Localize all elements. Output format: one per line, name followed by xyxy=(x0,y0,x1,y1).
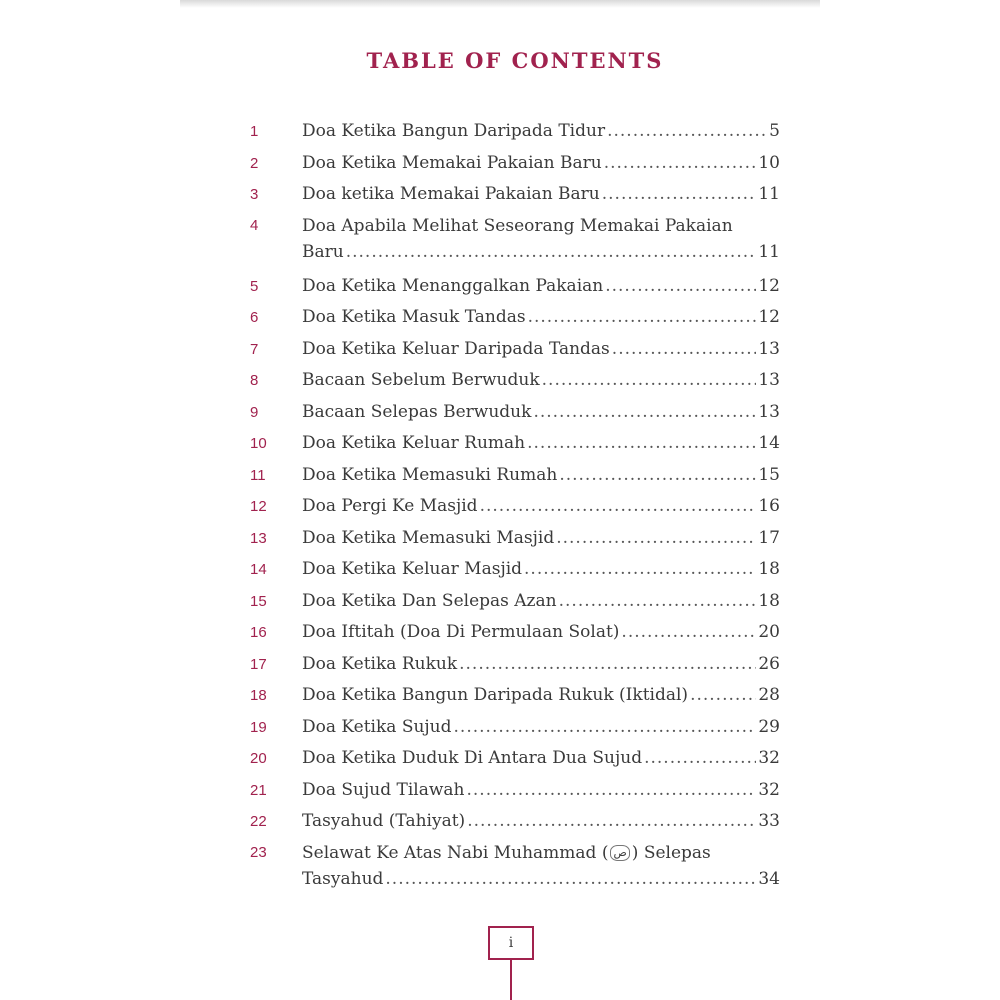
dot-leader xyxy=(612,334,757,366)
toc-entry[interactable] xyxy=(250,806,780,838)
toc-entry-number: 14 xyxy=(250,561,267,578)
footer-rule xyxy=(510,960,512,1000)
toc-entry[interactable] xyxy=(250,491,780,523)
toc-entry-title: Doa Sujud Tilawah xyxy=(302,779,465,800)
toc-entry-title-line xyxy=(302,213,780,239)
toc-entry-page: 29 xyxy=(758,716,780,737)
toc-entry[interactable] xyxy=(250,586,780,618)
toc-entry-page: 20 xyxy=(758,622,780,642)
dot-leader xyxy=(454,712,757,744)
toc-entry-body xyxy=(302,840,780,892)
dot-leader xyxy=(480,491,757,523)
toc-entry[interactable] xyxy=(250,148,780,180)
toc-entry-page: 13 xyxy=(758,370,780,390)
dot-leader xyxy=(542,365,757,397)
toc-entry[interactable] xyxy=(250,271,780,303)
toc-entry-body xyxy=(302,334,780,366)
dot-leader xyxy=(690,680,756,712)
toc-entry-body xyxy=(302,586,780,618)
dot-leader xyxy=(559,460,756,492)
dot-leader xyxy=(607,116,767,148)
toc-entry-number: 3 xyxy=(250,186,259,203)
toc-entry-body xyxy=(302,680,780,712)
toc-entry-number: 15 xyxy=(250,592,267,610)
toc-entry-number: 20 xyxy=(250,750,267,767)
toc-entry-number: 5 xyxy=(250,277,259,295)
toc-entry[interactable] xyxy=(250,334,780,366)
toc-entry-page: 33 xyxy=(758,811,780,831)
toc-entry-page: 32 xyxy=(758,779,780,800)
dot-leader xyxy=(467,775,757,807)
dot-leader xyxy=(602,179,757,211)
dot-leader xyxy=(559,586,757,618)
toc-entry-title-continued: Tasyahud xyxy=(302,868,384,889)
toc-entry-title: Doa Ketika Bangun Daripada Tidur xyxy=(302,121,606,141)
toc-entry[interactable] xyxy=(250,428,780,460)
toc-entry-title: Selawat Ke Atas Nabi Muhammad xyxy=(302,842,597,863)
salawat-seal-icon: ص xyxy=(610,845,629,861)
toc-entry[interactable] xyxy=(250,743,780,775)
toc-entry-number: 7 xyxy=(250,340,259,358)
toc-entry-page: 26 xyxy=(758,653,780,674)
toc-entry-page: 18 xyxy=(758,590,780,611)
toc-entry[interactable] xyxy=(250,775,780,807)
toc-entry[interactable] xyxy=(250,712,780,744)
toc-entry-title: Bacaan Sebelum Berwuduk xyxy=(302,370,540,390)
dot-leader xyxy=(605,271,756,303)
toc-entry-page: 28 xyxy=(758,685,780,705)
toc-entry-body xyxy=(302,213,780,265)
toc-entry-page: 11 xyxy=(758,241,780,262)
toc-entry-title-after-icon: Selepas xyxy=(643,842,711,863)
toc-entry[interactable] xyxy=(250,680,780,712)
toc-entry[interactable] xyxy=(250,838,780,898)
toc-entry-number: 4 xyxy=(250,216,259,234)
toc-entry-body xyxy=(302,617,780,649)
toc-entry-title: Bacaan Selepas Berwuduk xyxy=(302,401,532,422)
toc-entry[interactable] xyxy=(250,649,780,681)
toc-entry-number: 12 xyxy=(250,498,267,515)
toc-entry-number: 6 xyxy=(250,309,259,326)
toc-entry-page: 17 xyxy=(758,527,780,548)
toc-entry-title: Doa Ketika Duduk Di Antara Dua Sujud xyxy=(302,748,643,768)
toc-entry-title: Doa Ketika Keluar Masjid xyxy=(302,559,523,579)
toc-entry-body xyxy=(302,491,780,523)
toc-entry-title: Doa Ketika Sujud xyxy=(302,716,452,737)
dot-leader xyxy=(459,649,756,681)
toc-entry-body xyxy=(302,712,780,744)
toc-entry-body xyxy=(302,116,780,148)
dot-leader xyxy=(346,239,757,265)
toc-entry-title: Tasyahud (Tahiyat) xyxy=(302,811,466,831)
toc-entry-title-continued: Baru xyxy=(302,241,344,262)
toc-entry-title: Doa Ketika Dan Selepas Azan xyxy=(302,590,557,611)
toc-entry-number: 19 xyxy=(250,718,267,736)
toc-entry-title: Doa Ketika Memasuki Masjid xyxy=(302,527,555,548)
toc-entry-page: 12 xyxy=(758,307,780,327)
dot-leader xyxy=(528,302,757,334)
dot-leader xyxy=(524,554,756,586)
toc-entry-title-line: Selawat Ke Atas Nabi Muhammad ( ص ) Selepas xyxy=(302,842,711,863)
toc-entry-page: 16 xyxy=(758,496,780,516)
dot-leader xyxy=(644,743,756,775)
toc-entry-body xyxy=(302,649,780,681)
toc-entry-number: 2 xyxy=(250,154,259,172)
table-of-contents xyxy=(250,116,780,898)
toc-entry-number: 17 xyxy=(250,655,267,673)
toc-entry[interactable] xyxy=(250,302,780,334)
toc-entry-body xyxy=(302,271,780,303)
page-number-box xyxy=(488,926,534,960)
dot-leader xyxy=(467,806,756,838)
page-number: i xyxy=(508,935,514,951)
toc-entry[interactable] xyxy=(250,523,780,555)
toc-entry[interactable] xyxy=(250,116,780,148)
toc-entry-number: 21 xyxy=(250,781,267,799)
toc-entry-title: Doa ketika Memakai Pakaian Baru xyxy=(302,184,600,204)
toc-entry-title: Doa Ketika Keluar Daripada Tandas xyxy=(302,338,610,359)
toc-entry-body xyxy=(302,743,780,775)
toc-entry-page: 15 xyxy=(758,464,780,485)
toc-entry-body xyxy=(302,302,780,334)
toc-entry-page: 11 xyxy=(758,184,780,204)
toc-entry-page: 34 xyxy=(758,868,780,889)
toc-entry[interactable] xyxy=(250,554,780,586)
toc-entry-page: 32 xyxy=(758,748,780,768)
toc-entry-page: 13 xyxy=(758,401,780,422)
toc-entry-body xyxy=(302,148,780,180)
dot-leader xyxy=(385,866,756,892)
dot-leader xyxy=(621,617,756,649)
toc-entry-number: 16 xyxy=(250,624,267,641)
toc-entry-body xyxy=(302,775,780,807)
toc-entry-body xyxy=(302,179,780,211)
toc-entry[interactable] xyxy=(250,617,780,649)
toc-entry-title: Doa Ketika Masuk Tandas xyxy=(302,307,526,327)
toc-entry-number: 9 xyxy=(250,403,259,421)
toc-entry-page: 18 xyxy=(758,559,780,579)
toc-entry-title: Doa Apabila Melihat Seseorang Memakai Pakaian xyxy=(302,215,733,236)
dot-leader xyxy=(604,148,757,180)
toc-entry-body xyxy=(302,554,780,586)
toc-entry-title: Doa Pergi Ke Masjid xyxy=(302,496,478,516)
dot-leader xyxy=(527,428,756,460)
toc-entry[interactable] xyxy=(250,397,780,429)
dot-leader xyxy=(556,523,756,555)
page-title: TABLE OF CONTENTS xyxy=(366,48,664,73)
toc-entry-title: Doa Ketika Bangun Daripada Rukuk (Iktidal) xyxy=(302,685,689,705)
toc-entry-body xyxy=(302,523,780,555)
toc-entry-page: 5 xyxy=(769,121,780,141)
toc-entry[interactable] xyxy=(250,460,780,492)
toc-entry-page: 10 xyxy=(758,152,780,173)
toc-entry-page: 14 xyxy=(758,433,780,453)
toc-entry[interactable] xyxy=(250,179,780,211)
toc-entry-body xyxy=(302,397,780,429)
toc-entry-title: Doa Ketika Keluar Rumah xyxy=(302,433,526,453)
dot-leader xyxy=(533,397,756,429)
page-top-edge xyxy=(180,0,820,8)
toc-entry-number: 10 xyxy=(250,435,267,452)
toc-entry-title: Doa Ketika Rukuk xyxy=(302,653,458,674)
toc-entry-page: 12 xyxy=(758,275,780,296)
toc-entry-number: 18 xyxy=(250,687,267,704)
toc-entry-body xyxy=(302,460,780,492)
toc-entry-number: 11 xyxy=(250,466,266,484)
toc-entry-number: 22 xyxy=(250,813,267,830)
toc-entry-title: Doa Ketika Memasuki Rumah xyxy=(302,464,558,485)
toc-entry-number: 13 xyxy=(250,529,267,547)
toc-entry[interactable] xyxy=(250,365,780,397)
toc-entry[interactable] xyxy=(250,211,780,271)
toc-entry-title: Doa Ketika Memakai Pakaian Baru xyxy=(302,152,602,173)
toc-entry-page: 13 xyxy=(758,338,780,359)
toc-entry-body xyxy=(302,806,780,838)
toc-entry-title: Doa Ketika Menanggalkan Pakaian xyxy=(302,275,604,296)
toc-entry-number: 23 xyxy=(250,843,267,861)
toc-entry-title: Doa Iftitah (Doa Di Permulaan Solat) xyxy=(302,622,620,642)
toc-entry-number: 1 xyxy=(250,123,259,140)
toc-entry-body xyxy=(302,365,780,397)
toc-entry-number: 8 xyxy=(250,372,259,389)
toc-entry-body xyxy=(302,428,780,460)
